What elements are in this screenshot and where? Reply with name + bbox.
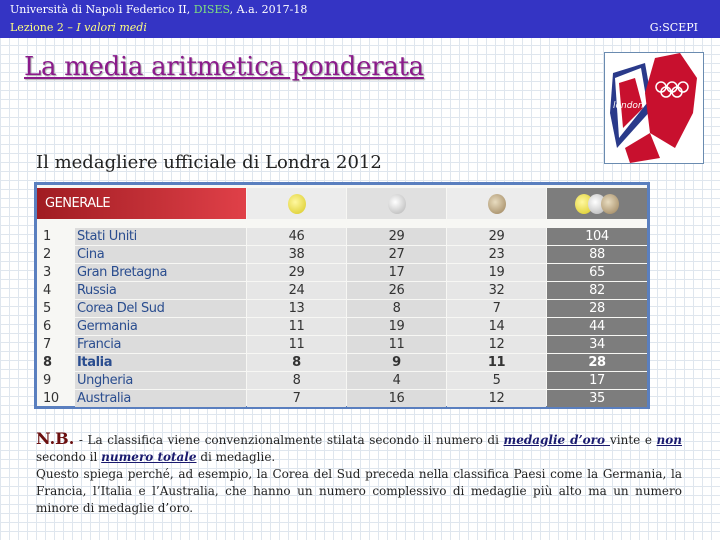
cell-bronze: 32: [447, 282, 546, 299]
note-p2: vinte e: [609, 433, 657, 447]
cell-total: 28: [547, 354, 647, 371]
cell-bronze: 14: [447, 318, 546, 335]
cell-bronze: 12: [447, 390, 546, 407]
cell-silver: 17: [347, 264, 446, 281]
page-title: La media aritmetica ponderata: [24, 52, 424, 82]
lecture-line: [10, 21, 147, 34]
bronze-medal-icon: [601, 194, 619, 214]
emphasis-non: non: [656, 433, 682, 447]
cell-total: 104: [547, 228, 647, 245]
note-explanation: Questo spiega perché, ad esempio, la Corea del Sud preceda nella classifica Paesi come la Germania, la Francia, l’Italia e l’Australia, che hanno un numero complessivo di medaglie più alto ma un numero minore di medaglie d’oro.: [36, 467, 682, 515]
cell-bronze: 19: [447, 264, 546, 281]
cell-rank: 6: [43, 319, 51, 334]
table-row: [37, 372, 647, 389]
header-bar: [0, 0, 720, 38]
cell-silver: 11: [347, 336, 446, 353]
cell-rank: 7: [43, 337, 51, 352]
cell-rank: 8: [43, 355, 52, 370]
cell-gold: 38: [247, 246, 346, 263]
department: DISES: [193, 3, 230, 16]
cell-rank: 5: [43, 301, 51, 316]
cell-bronze: 5: [447, 372, 546, 389]
cell-country: Corea Del Sud: [75, 300, 246, 317]
medal-table: [34, 182, 650, 409]
emphasis-gold-medals: medaglie d’oro: [503, 433, 610, 447]
cell-total: 35: [547, 390, 647, 407]
table-row: [37, 336, 647, 353]
cell-silver: 9: [347, 354, 446, 371]
nb-label: N.B.: [36, 429, 75, 448]
cell-silver: 27: [347, 246, 446, 263]
svg-text:london: london: [613, 101, 644, 111]
silver-medal-icon: [388, 194, 406, 214]
bronze-medal-icon: [488, 194, 506, 214]
note-p1: - La classifica viene convenzionalmente stilata secondo il numero di: [74, 433, 504, 447]
cell-total: 34: [547, 336, 647, 353]
emphasis-total: numero totale: [101, 450, 197, 464]
cell-country: Russia: [75, 282, 246, 299]
cell-total: 82: [547, 282, 647, 299]
header-total: [547, 188, 647, 219]
cell-bronze: 11: [447, 354, 546, 371]
cell-country: Stati Uniti: [75, 228, 246, 245]
cell-gold: 8: [247, 372, 346, 389]
table-row: [37, 246, 647, 263]
table-row: [37, 282, 647, 299]
note-p4: di medaglie.: [196, 450, 276, 464]
header-silver: [347, 188, 446, 219]
university: Università di Napoli Federico II,: [10, 3, 194, 16]
cell-total: 17: [547, 372, 647, 389]
cell-rank: 4: [43, 283, 51, 298]
cell-total: 88: [547, 246, 647, 263]
table-row: [37, 228, 647, 245]
note-text: [36, 430, 682, 517]
university-line: [10, 3, 307, 16]
cell-country: Gran Bretagna: [75, 264, 246, 281]
cell-silver: 4: [347, 372, 446, 389]
table-row: [37, 264, 647, 281]
academic-year: , A.a. 2017-18: [229, 3, 308, 16]
cell-country: Germania: [75, 318, 246, 335]
table-row: [37, 354, 647, 371]
cell-silver: 19: [347, 318, 446, 335]
cell-bronze: 29: [447, 228, 546, 245]
lecture: Lezione 2 –: [10, 21, 77, 34]
gold-medal-icon: [288, 194, 306, 214]
lecture-topic: I valori medi: [76, 21, 147, 34]
cell-silver: 8: [347, 300, 446, 317]
london-2012-logo: [604, 52, 704, 164]
cell-country: Cina: [75, 246, 246, 263]
cell-bronze: 12: [447, 336, 546, 353]
note-p3: secondo il: [36, 450, 102, 464]
cell-country: Italia: [75, 354, 246, 371]
table-row: [37, 318, 647, 335]
author: G:SCEPI: [649, 21, 698, 34]
cell-bronze: 23: [447, 246, 546, 263]
header-bronze: [447, 188, 546, 219]
cell-gold: 24: [247, 282, 346, 299]
table-row: [37, 390, 647, 407]
cell-rank: 10: [43, 391, 59, 406]
cell-gold: 11: [247, 336, 346, 353]
cell-gold: 7: [247, 390, 346, 407]
header-gold: [247, 188, 346, 219]
cell-rank: 2: [43, 247, 51, 262]
cell-rank: 1: [43, 229, 51, 244]
cell-gold: 8: [247, 354, 346, 371]
cell-total: 44: [547, 318, 647, 335]
header-generale: GENERALE: [37, 188, 246, 219]
table-row: [37, 300, 647, 317]
cell-country: Ungheria: [75, 372, 246, 389]
cell-silver: 26: [347, 282, 446, 299]
cell-silver: 16: [347, 390, 446, 407]
cell-rank: 9: [43, 373, 51, 388]
cell-silver: 29: [347, 228, 446, 245]
table-caption: Il medagliere ufficiale di Londra 2012: [36, 152, 382, 173]
cell-gold: 13: [247, 300, 346, 317]
cell-rank: 3: [43, 265, 51, 280]
cell-total: 28: [547, 300, 647, 317]
cell-gold: 11: [247, 318, 346, 335]
cell-country: Australia: [75, 390, 246, 407]
cell-gold: 46: [247, 228, 346, 245]
cell-gold: 29: [247, 264, 346, 281]
cell-country: Francia: [75, 336, 246, 353]
cell-total: 65: [547, 264, 647, 281]
cell-bronze: 7: [447, 300, 546, 317]
